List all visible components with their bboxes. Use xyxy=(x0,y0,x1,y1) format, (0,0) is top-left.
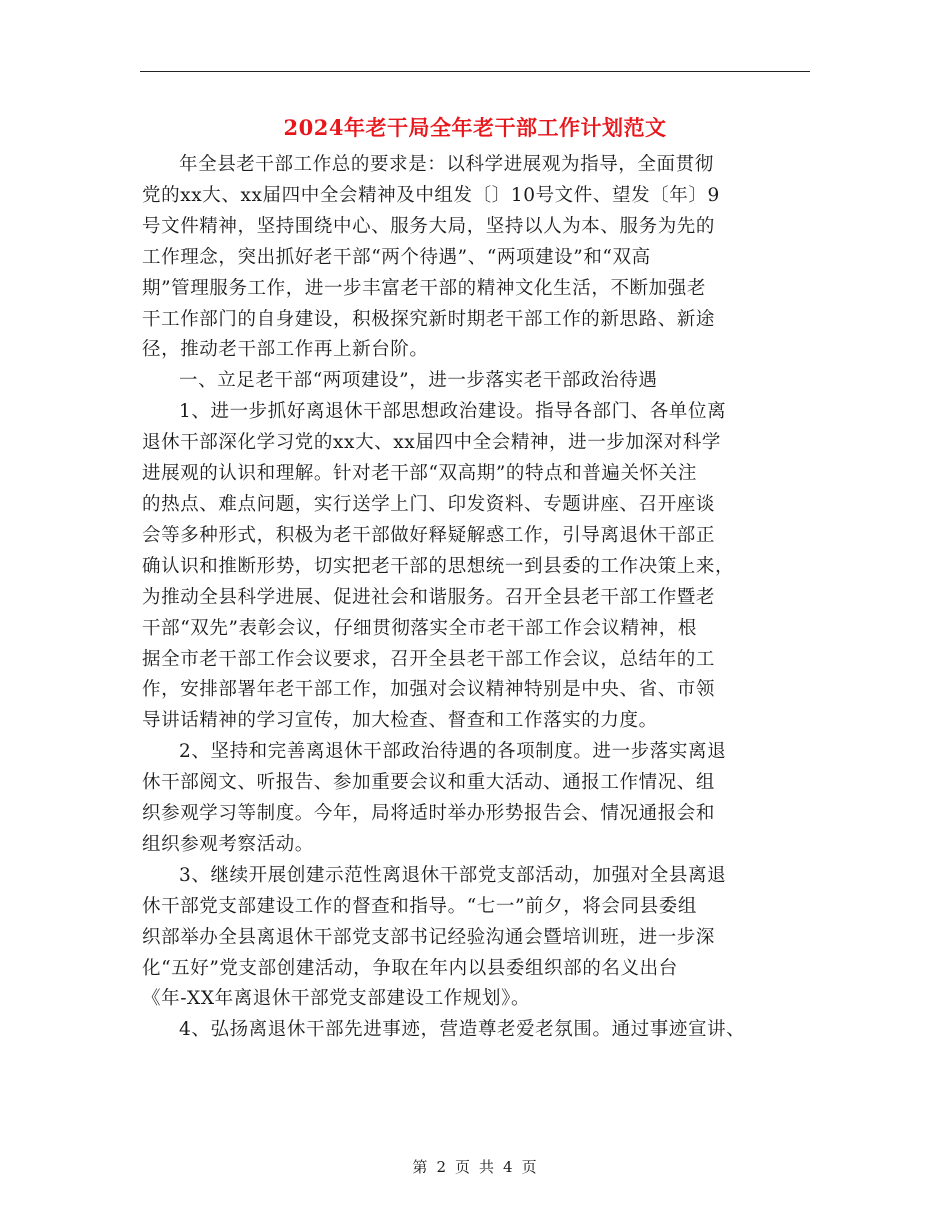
document-body xyxy=(142,150,822,1046)
paragraph-line: 织部举办全县离退休干部党支部书记经验沟通会暨培训班，进一步深 xyxy=(142,926,716,948)
paragraph xyxy=(142,397,822,737)
paragraph-line: 休干部阅文、听报告、参加重要会议和重大活动、通报工作情况、组 xyxy=(142,772,716,794)
paragraph-line: 确认识和推断形势，切实把老干部的思想统一到县委的工作决策上来， xyxy=(142,555,735,577)
paragraph-line: 作，安排部署年老干部工作，加强对会议精神特别是中央、省、市领 xyxy=(142,679,716,701)
paragraph-line: 退休干部深化学习党的xx大、xx届四中全会精神，进一步加深对科学 xyxy=(142,432,721,454)
paragraph-line: 《年-XX年离退休干部党支部建设工作规划》。 xyxy=(142,988,531,1010)
paragraph-line: 的热点、难点问题，实行送学上门、印发资料、专题讲座、召开座谈 xyxy=(142,493,716,515)
footer-prefix: 第 xyxy=(412,1158,429,1176)
paragraph-line: 导讲话精神的学习宣传，加大检查、督查和工作落实的力度。 xyxy=(142,710,658,732)
paragraph-line: 据全市老干部工作会议要求，召开全县老干部工作会议，总结年的工 xyxy=(142,648,716,670)
paragraph xyxy=(142,1015,822,1046)
footer-total-word: 共 xyxy=(479,1158,496,1176)
paragraph-line: 干部“双先”表彰会议，仔细贯彻落实全市老干部工作会议精神，根 xyxy=(142,617,697,639)
paragraph-line: 一、立足老干部“两项建设”，进一步落实老干部政治待遇 xyxy=(179,370,658,392)
paragraph-line: 织参观学习等制度。今年，局将适时举办形势报告会、情况通报会和 xyxy=(142,803,716,825)
paragraph-line: 1、进一步抓好离退休干部思想政治建设。指导各部门、各单位离 xyxy=(179,401,727,423)
paragraph-line: 休干部党支部建设工作的督查和指导。“七一”前夕，将会同县委组 xyxy=(142,895,697,917)
paragraph-line: 组织参观考察活动。 xyxy=(142,833,314,855)
footer-total-pages: 4 xyxy=(503,1158,514,1176)
paragraph-line: 会等多种形式，积极为老干部做好释疑解惑工作，引导离退休干部正 xyxy=(142,524,716,546)
paragraph-line: 干工作部门的自身建设，积极探究新时期老干部工作的新思路、新途 xyxy=(142,308,716,330)
page-footer xyxy=(0,1156,950,1177)
paragraph-line: 期”管理服务工作，进一步丰富老干部的精神文化生活，不断加强老 xyxy=(142,277,706,299)
document-title: 2024年老干局全年老干部工作计划范文 xyxy=(283,115,667,140)
paragraph-line: 号文件精神，坚持围绕中心、服务大局，坚持以人为本、服务为先的 xyxy=(142,215,716,237)
footer-page-word: 页 xyxy=(454,1158,471,1176)
paragraph xyxy=(142,861,822,1016)
paragraph-line: 化“五好”党支部创建活动，争取在年内以县委组织部的名义出台 xyxy=(142,957,678,979)
paragraph xyxy=(142,737,822,861)
paragraph-line: 2、坚持和完善离退休干部政治待遇的各项制度。进一步落实离退 xyxy=(179,741,727,763)
paragraph-line: 4、弘扬离退休干部先进事迹，营造尊老爱老氛围。通过事迹宣讲、 xyxy=(179,1019,746,1041)
paragraph xyxy=(142,366,822,397)
paragraph-line: 年全县老干部工作总的要求是：以科学进展观为指导，全面贯彻 xyxy=(179,154,714,175)
paragraph xyxy=(142,150,822,366)
paragraph-line: 径，推动老干部工作再上新台阶。 xyxy=(142,339,429,361)
footer-suffix: 页 xyxy=(521,1158,538,1176)
paragraph-line: 进展观的认识和理解。针对老干部“双高期”的特点和普遍关怀关注 xyxy=(142,463,697,485)
paragraph-line: 党的xx大、xx届四中全会精神及中组发〔〕10号文件、望发〔年〕9 xyxy=(142,184,720,206)
paragraph-line: 工作理念，突出抓好老干部“两个待遇”、“两项建设”和“双高 xyxy=(142,246,651,268)
paragraph-line: 3、继续开展创建示范性离退休干部党支部活动，加强对全县离退 xyxy=(179,864,727,886)
footer-current-page: 2 xyxy=(436,1158,447,1176)
paragraph-line: 为推动全县科学进展、促进社会和谐服务。召开全县老干部工作暨老 xyxy=(142,586,716,608)
header-rule xyxy=(140,71,810,72)
